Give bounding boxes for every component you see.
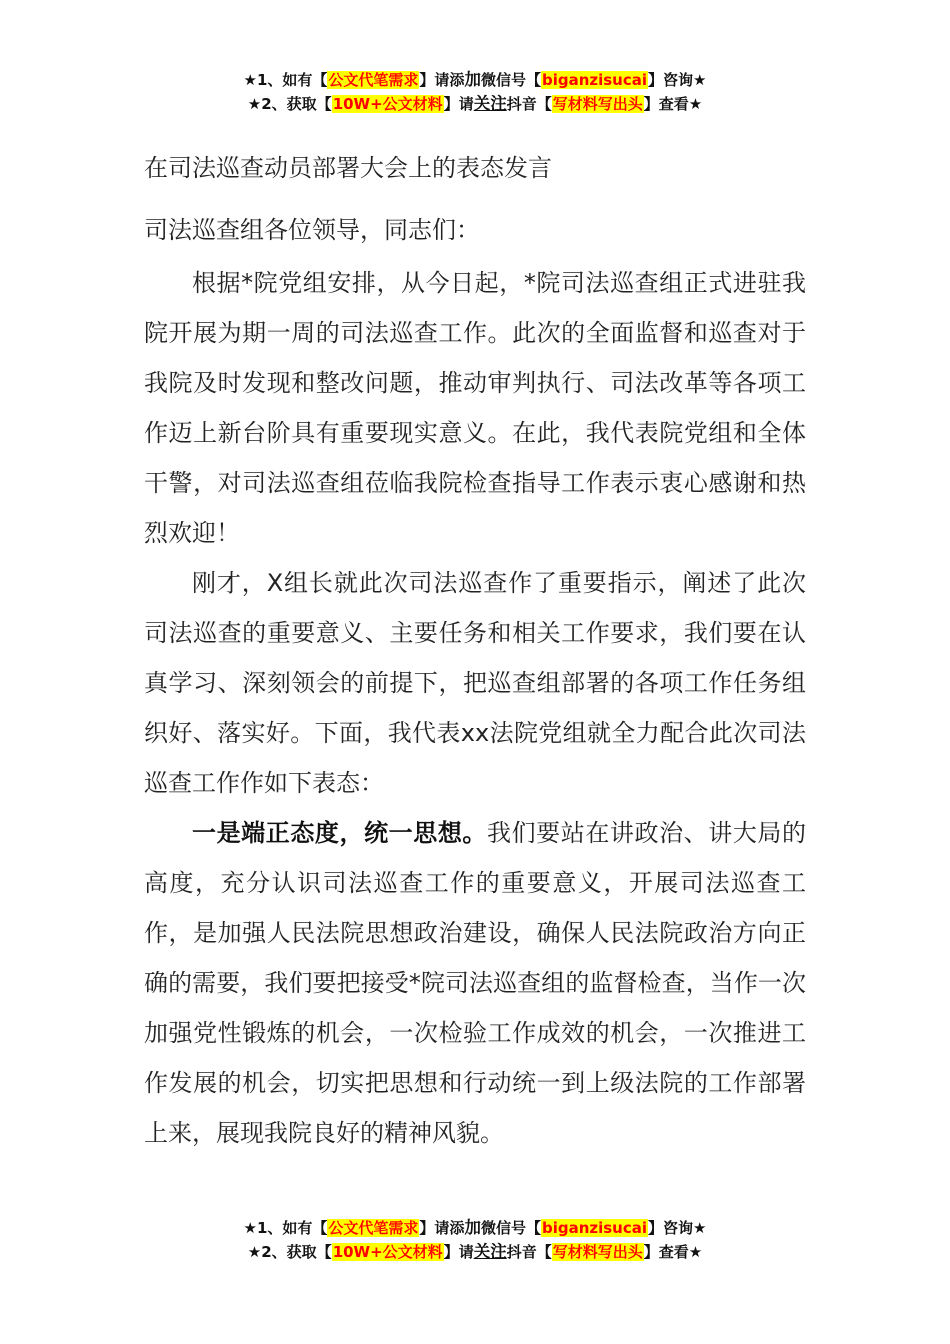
paragraph-2: 刚才，X组长就此次司法巡查作了重要指示，阐述了此次司法巡查的重要意义、主要任务和相关工作要求，我们要在认真学习、深刻领会的前提下，把巡查组部署的各项工作任务组织好、落实好。下面，我代表xx法院党组就全力配合此次司法巡查工作作如下表态： (144, 569, 806, 797)
promo-line-2: ★2、获取【10W+公文材料】请关注抖音【写材料写出头】查看★ (247, 94, 703, 113)
document-title: 在司法巡查动员部署大会上的表态发言 (144, 154, 552, 182)
promo-highlight-service: 公文代笔需求 (328, 1219, 419, 1237)
promo-highlight-douyin-account: 写材料写出头 (552, 95, 643, 113)
promo-highlight-materials: 10W+公文材料 (332, 95, 443, 113)
promo-highlight-wechat-id: biganzisucai (541, 1219, 648, 1237)
promo-highlight-wechat-id: biganzisucai (541, 71, 648, 89)
promo-highlight-douyin-account: 写材料写出头 (552, 1243, 643, 1261)
paragraph-1: 根据*院党组安排，从今日起，*院司法巡查组正式进驻我院开展为期一周的司法巡查工作。此次的全面监督和巡查对于我院及时发现和整改问题，推动审判执行、司法改革等各项工作迈上新台阶具有重要现实意义。在此，我代表院党组和全体干警，对司法巡查组莅临我院检查指导工作表示衷心感谢和热烈欢迎！ (144, 269, 806, 547)
salutation: 司法巡查组各位领导，同志们： (144, 216, 480, 244)
promo-line-1: ★1、如有【公文代笔需求】请添加微信号【biganzisucai】咨询★ (243, 1218, 707, 1237)
paragraph-lead-heading: 一是端正态度，统一思想。 (192, 819, 487, 847)
promo-highlight-service: 公文代笔需求 (328, 71, 419, 89)
promo-highlight-materials: 10W+公文材料 (332, 1243, 443, 1261)
promo-line-2: ★2、获取【10W+公文材料】请关注抖音【写材料写出头】查看★ (247, 1242, 703, 1261)
top-promo-banner (0, 68, 950, 116)
document-body (144, 146, 806, 1158)
promo-line-1: ★1、如有【公文代笔需求】请添加微信号【biganzisucai】咨询★ (243, 70, 707, 89)
bottom-promo-banner (0, 1216, 950, 1264)
paragraph-3: 一是端正态度，统一思想。我们要站在讲政治、讲大局的高度，充分认识司法巡查工作的重要意义，开展司法巡查工作，是加强人民法院思想政治建设，确保人民法院政治方向正确的需要，我们要把接受*院司法巡查组的监督检查，当作一次加强党性锻炼的机会，一次检验工作成效的机会，一次推进工作发展的机会，切实把思想和行动统一到上级法院的工作部署上来，展现我院良好的精神风貌。 (144, 819, 806, 1147)
